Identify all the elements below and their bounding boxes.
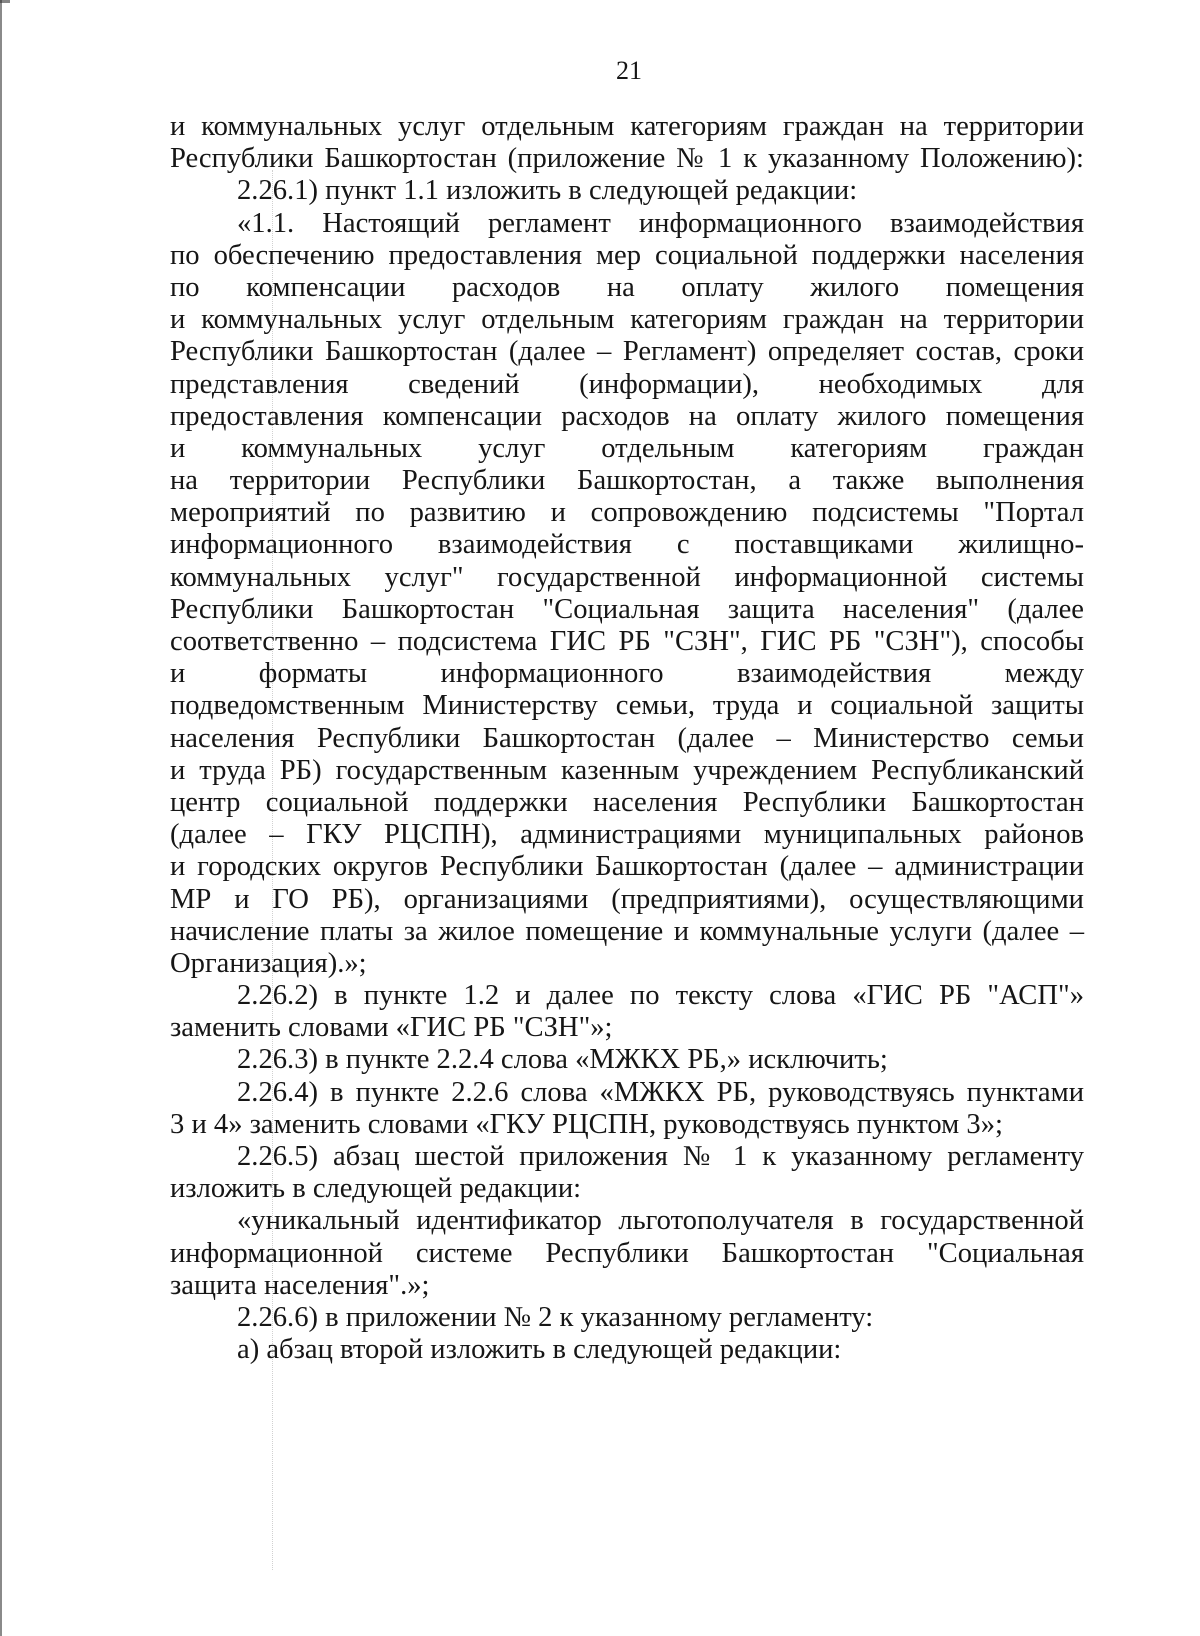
- text-line: а) абзац второй изложить в следующей редакции:: [237, 1334, 842, 1366]
- scan-edge-mark: [0, 0, 10, 3]
- text-line: и городских округов Республики Башкортостан (далее – администрации: [170, 851, 1084, 883]
- text-line: предоставления компенсации расходов на оплату жилого помещения: [170, 400, 1084, 432]
- text-line: (далее – ГКУ РЦСПН), администрациями муниципальных районов: [170, 819, 1084, 851]
- text-line: и коммунальных услуг отдельным категориям граждан на территории: [170, 111, 1084, 142]
- document-body: [170, 111, 1084, 1366]
- text-line: и коммунальных услуг отдельным категориям граждан на территории: [170, 304, 1084, 336]
- text-line: мероприятий по развитию и сопровождению подсистемы "Портал: [170, 497, 1084, 529]
- text-line: начисление платы за жилое помещение и коммунальные услуги (далее –: [170, 915, 1084, 947]
- text-line: Республики Башкортостан "Социальная защита населения" (далее: [170, 593, 1084, 625]
- text-line: информационного взаимодействия с поставщиками жилищно-: [170, 529, 1084, 561]
- text-line: населения Республики Башкортостан (далее – Министерство семьи: [170, 722, 1084, 754]
- text-line: заменить словами «ГИС РБ "СЗН"»;: [170, 1012, 613, 1044]
- text-line: представления сведений (информации), необходимых для: [170, 368, 1084, 400]
- text-line: 2.26.6) в приложении № 2 к указанному регламенту:: [237, 1301, 874, 1333]
- text-line: Республики Башкортостан (приложение № 1 к указанному Положению):: [170, 143, 1084, 175]
- page-number: 21: [616, 56, 642, 85]
- text-line: Организация).»;: [170, 947, 367, 979]
- text-line: 2.26.2) в пункте 1.2 и далее по тексту слова «ГИС РБ "АСП"»: [237, 980, 1084, 1012]
- text-line: и коммунальных услуг отдельным категориям граждан: [170, 432, 1084, 464]
- text-line: 2.26.4) в пункте 2.2.6 слова «МЖКХ РБ, руководствуясь пунктами: [237, 1076, 1084, 1108]
- text-line: 2.26.5) абзац шестой приложения № 1 к указанному регламенту: [237, 1141, 1084, 1172]
- text-line: «1.1. Настоящий регламент информационного взаимодействия: [237, 207, 1084, 239]
- text-line: и форматы информационного взаимодействия между: [170, 658, 1084, 690]
- text-line: соответственно – подсистема ГИС РБ "СЗН", ГИС РБ "СЗН"), способы: [170, 626, 1084, 657]
- text-line: Республики Башкортостан (далее – Регламент) определяет состав, сроки: [170, 336, 1084, 368]
- text-line: на территории Республики Башкортостан, а также выполнения: [170, 465, 1084, 497]
- text-line: информационной системе Республики Башкортостан "Социальная: [170, 1237, 1084, 1269]
- text-line: и труда РБ) государственным казенным учреждением Республиканский: [170, 754, 1084, 786]
- text-line: «уникальный идентификатор льготополучателя в государственной: [237, 1205, 1084, 1237]
- scan-edge-line: [0, 0, 2, 1636]
- text-line: по компенсации расходов на оплату жилого помещения: [170, 271, 1084, 303]
- text-line: 2.26.3) в пункте 2.2.4 слова «МЖКХ РБ,» исключить;: [237, 1044, 888, 1076]
- text-line: центр социальной поддержки населения Республики Башкортостан: [170, 786, 1084, 818]
- text-line: защита населения".»;: [170, 1269, 430, 1301]
- text-line: по обеспечению предоставления мер социальной поддержки населения: [170, 239, 1084, 271]
- text-line: коммунальных услуг" государственной информационной системы: [170, 561, 1084, 593]
- text-line: МР и ГО РБ), организациями (предприятиями), осуществляющими: [170, 883, 1084, 915]
- text-line: 2.26.1) пункт 1.1 изложить в следующей редакции:: [237, 175, 858, 207]
- text-line: изложить в следующей редакции:: [170, 1173, 582, 1205]
- text-line: 3 и 4» заменить словами «ГКУ РЦСПН, руководствуясь пунктом 3»;: [170, 1108, 1003, 1140]
- text-line: подведомственным Министерству семьи, труда и социальной защиты: [170, 690, 1084, 722]
